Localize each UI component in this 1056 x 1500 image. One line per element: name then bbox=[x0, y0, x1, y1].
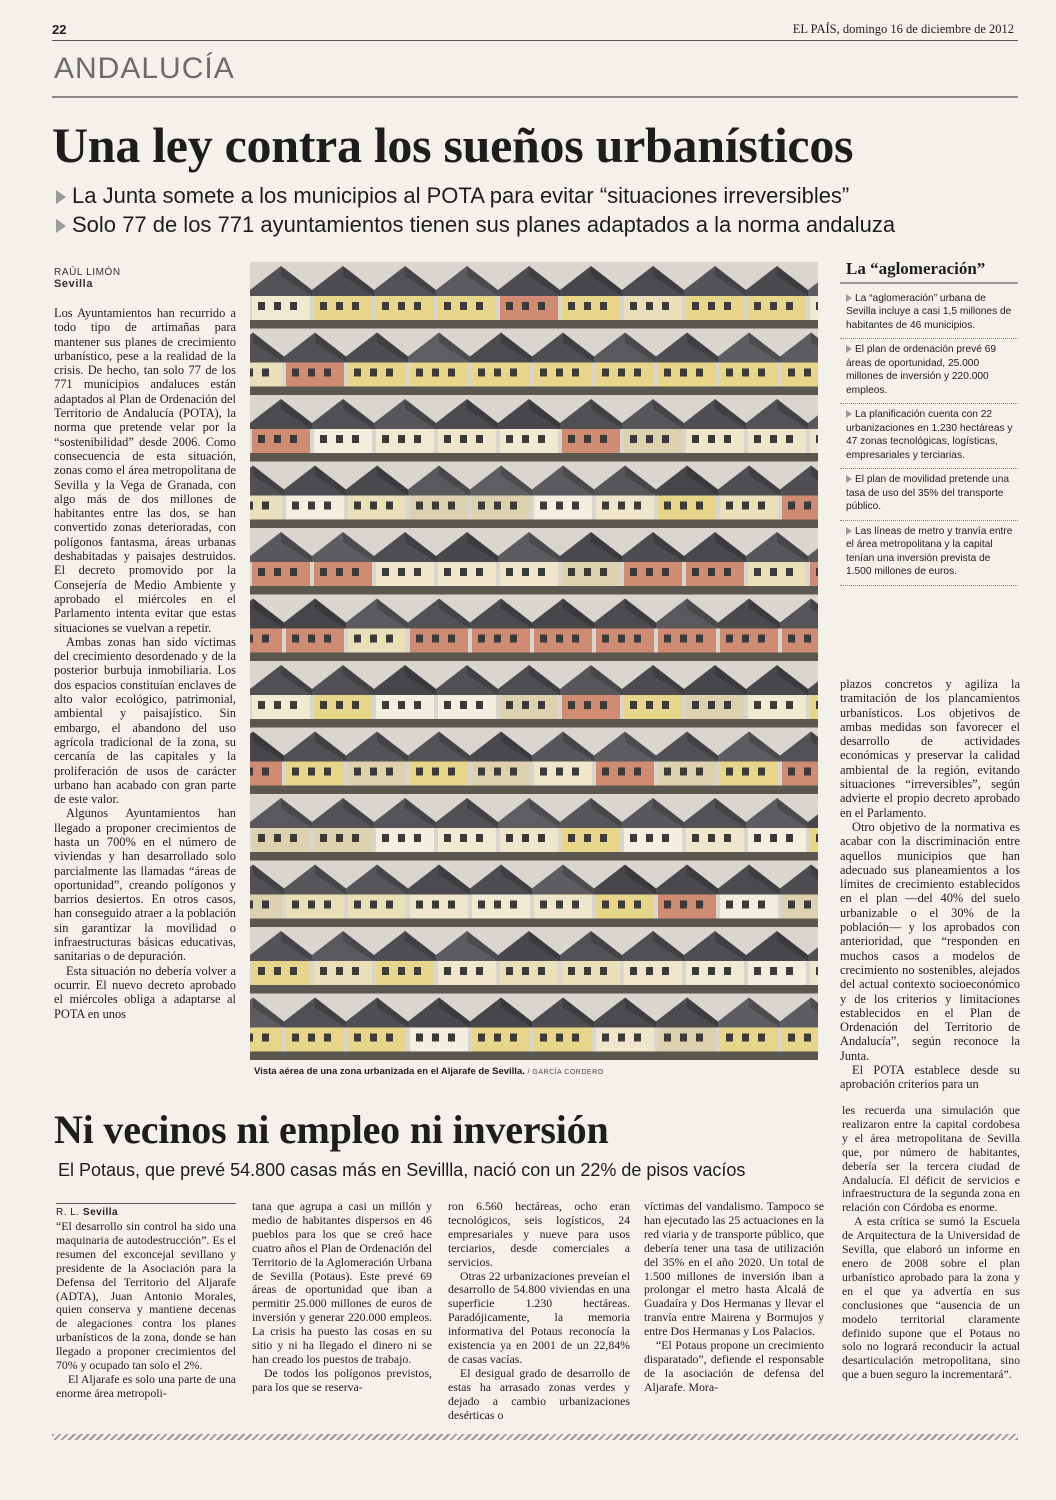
house bbox=[408, 732, 470, 795]
house bbox=[470, 732, 532, 795]
house bbox=[470, 599, 532, 662]
byline-location: Sevilla bbox=[54, 278, 94, 290]
house bbox=[560, 266, 622, 329]
second-deck: El Potaus, que prevé 54.800 casas más en Sevillla, nació con un 22% de pisos vacíos bbox=[58, 1160, 746, 1180]
house bbox=[560, 399, 622, 462]
house bbox=[408, 599, 470, 662]
house bbox=[656, 333, 718, 396]
house bbox=[656, 732, 718, 795]
paragraph: El desigual grado de desarrollo de estas ha arrasado zonas verdes y dejado a cambio urbanizaciones desérticas o bbox=[448, 1365, 630, 1422]
sidebar-item-text: Las líneas de metro y tranvía entre el área metropolitana y la capital tenían una inversión prevista de 1.500 millones de euros. bbox=[846, 525, 1013, 577]
article2-column-2 bbox=[252, 1200, 432, 1395]
house bbox=[622, 665, 684, 728]
house bbox=[498, 532, 560, 595]
paragraph: ron 6.560 hectáreas, ocho eran tecnológicos, seis logísticos, 24 empresariales y nueve para usos terciarios, desde comerciales a servicios. bbox=[448, 1199, 630, 1269]
house bbox=[436, 266, 498, 329]
main-headline: Una ley contra los sueños urbanísticos bbox=[52, 117, 854, 173]
house bbox=[718, 865, 780, 928]
house bbox=[718, 732, 780, 795]
house bbox=[808, 798, 818, 861]
house bbox=[250, 865, 284, 928]
sidebar-item-text: La planificación cuenta con 22 urbanizaciones en 1.230 hectáreas y 47 zonas tecnológicas, logísticas, empresariales y terciarias. bbox=[846, 409, 1013, 461]
house bbox=[684, 532, 746, 595]
house bbox=[374, 798, 436, 861]
house bbox=[436, 532, 498, 595]
house bbox=[250, 466, 284, 529]
sidebar-item-text: El plan de ordenación prevé 69 áreas de oportunidad, 25.000 millones de inversión y 220.000 empleos. bbox=[846, 344, 997, 396]
house bbox=[408, 865, 470, 928]
house bbox=[346, 865, 408, 928]
house bbox=[560, 931, 622, 994]
house bbox=[684, 931, 746, 994]
house bbox=[594, 732, 656, 795]
house bbox=[498, 266, 560, 329]
house bbox=[498, 798, 560, 861]
sidebar-item bbox=[840, 404, 1018, 469]
sidebar-item-text: La “aglomeración” urbana de Sevilla incluye a casi 1,5 millones de habitantes de 46 municipios. bbox=[846, 292, 1012, 331]
house bbox=[346, 599, 408, 662]
house bbox=[250, 998, 284, 1061]
masthead-date: EL PAÍS, domingo 16 de diciembre de 2012 bbox=[792, 22, 1014, 36]
house bbox=[470, 333, 532, 396]
house bbox=[594, 865, 656, 928]
second-byline bbox=[56, 1203, 236, 1218]
house bbox=[532, 599, 594, 662]
house bbox=[808, 532, 818, 595]
house bbox=[780, 466, 818, 529]
house bbox=[622, 931, 684, 994]
house bbox=[746, 798, 808, 861]
house bbox=[436, 399, 498, 462]
article2-column-1 bbox=[56, 1220, 236, 1401]
house bbox=[746, 532, 808, 595]
house bbox=[594, 466, 656, 529]
section-rule bbox=[52, 96, 1018, 98]
house bbox=[312, 266, 374, 329]
triangle-bullet-icon bbox=[846, 475, 852, 483]
sidebar-box bbox=[840, 259, 1018, 586]
house bbox=[374, 532, 436, 595]
photo-caption bbox=[254, 1066, 604, 1077]
paragraph: “El Potaus propone un crecimiento disparatado”, defiende el responsable de la asociación de defensa del Aljarafe. Mora- bbox=[644, 1338, 824, 1394]
house bbox=[284, 599, 346, 662]
house bbox=[780, 732, 818, 795]
house bbox=[780, 599, 818, 662]
author-name: R. L. bbox=[56, 1207, 80, 1218]
house bbox=[312, 532, 374, 595]
deck-line-2 bbox=[56, 212, 895, 238]
triangle-bullet-icon bbox=[846, 345, 852, 353]
house bbox=[622, 399, 684, 462]
house bbox=[312, 665, 374, 728]
paragraph: El POTA establece desde su aprobación criterios para un bbox=[840, 1063, 1020, 1092]
paragraph: Esta situación no debería volver a ocurrir. El nuevo decreto aprobado el miércoles obliga a adaptarse al POTA en unos bbox=[54, 963, 236, 1021]
house bbox=[284, 865, 346, 928]
house bbox=[532, 865, 594, 928]
house bbox=[684, 665, 746, 728]
house bbox=[684, 266, 746, 329]
house bbox=[470, 998, 532, 1061]
paragraph: El Aljarafe es solo una parte de una enorme área metropoli- bbox=[56, 1371, 236, 1400]
sidebar-title: La “aglomeración” bbox=[840, 262, 1018, 284]
paragraph: Otras 22 urbanizaciones preveían el desarrollo de 54.800 viviendas en una superficie 1.230 hectáreas. Paradójicamente, la memoria informativa del Potaus reconocía la existencia ya en 2001 de un 22,84% de casas vacías. bbox=[448, 1268, 630, 1366]
house bbox=[498, 665, 560, 728]
house bbox=[532, 333, 594, 396]
house bbox=[560, 665, 622, 728]
house bbox=[808, 931, 818, 994]
house bbox=[346, 466, 408, 529]
house bbox=[498, 931, 560, 994]
house bbox=[374, 266, 436, 329]
house bbox=[718, 466, 780, 529]
caption-text: Vista aérea de una zona urbanizada en el Aljarafe de Sevilla. bbox=[254, 1066, 525, 1077]
house bbox=[808, 399, 818, 462]
house bbox=[284, 333, 346, 396]
house bbox=[346, 333, 408, 396]
second-headline: Ni vecinos ni empleo ni inversión bbox=[54, 1107, 609, 1152]
house bbox=[656, 599, 718, 662]
house bbox=[312, 798, 374, 861]
house bbox=[560, 532, 622, 595]
house bbox=[250, 266, 312, 329]
sidebar-item bbox=[840, 521, 1018, 586]
header-rule bbox=[52, 40, 1018, 41]
paragraph: víctimas del vandalismo. Tampoco se han ejecutado las 25 actuaciones en la red viaria y de transporte público, que debería tener una tasa de utilización del 35% en el año 2020. Un total de 1.500 millones de inversión iban a prolongar el metro hasta Alcalá de Guadaíra y Dos Hermanas y llevar el tranvía entre Mairena y Bormujos y entre Dos Hermanas y Los Palacios. bbox=[644, 1199, 824, 1339]
house bbox=[532, 998, 594, 1061]
article1-column-3 bbox=[840, 677, 1020, 1092]
house bbox=[780, 998, 818, 1061]
house bbox=[656, 998, 718, 1061]
article2-column-4 bbox=[644, 1200, 824, 1395]
triangle-bullet-icon bbox=[56, 219, 66, 233]
sidebar-item bbox=[840, 288, 1018, 340]
article2-column-5 bbox=[842, 1104, 1020, 1382]
paragraph: Ambas zonas han sido víctimas del crecimiento desordenado y de la posterior burbuja inmobiliaria. Los dos espacios constituían enclaves de alto valor ecológico, patrimonial, ambiental y paisajístico. Sin embargo, el abandono del uso agrícola tradicional de la zona, su cercanía de las capitales y la proliferación de usos de carácter urbano han acabado con gran parte de este valor. bbox=[54, 634, 236, 807]
article1-column-1 bbox=[54, 306, 236, 1021]
house bbox=[250, 665, 312, 728]
house bbox=[594, 998, 656, 1061]
deck-line-1 bbox=[56, 183, 849, 209]
house bbox=[374, 931, 436, 994]
paragraph: plazos concretos y agiliza la tramitación de los plancamientos urbanísticos. Los objetivos de ambas medidas son favorecer el desarrollo de actividades económicas y preservar la calidad ambiental de la región, evitando situaciones “irreversibles”, según advierte el propio decreto aprobado en el Parlamento. bbox=[840, 677, 1020, 820]
house bbox=[622, 798, 684, 861]
house bbox=[780, 333, 818, 396]
author-name: RAÚL LIMÓN bbox=[54, 267, 121, 278]
house bbox=[470, 865, 532, 928]
house bbox=[718, 599, 780, 662]
triangle-bullet-icon bbox=[56, 190, 66, 204]
house bbox=[532, 466, 594, 529]
aerial-photo bbox=[250, 262, 818, 1060]
house bbox=[594, 333, 656, 396]
byline-location: Sevilla bbox=[82, 1207, 119, 1218]
house bbox=[346, 732, 408, 795]
deck-text-1: La Junta somete a los municipios al POTA para evitar “situaciones irreversibles” bbox=[72, 183, 850, 208]
house bbox=[284, 466, 346, 529]
house bbox=[746, 399, 808, 462]
house bbox=[250, 798, 312, 861]
house bbox=[718, 998, 780, 1061]
house bbox=[250, 732, 284, 795]
sidebar-item bbox=[840, 469, 1018, 521]
house bbox=[312, 931, 374, 994]
house bbox=[312, 399, 374, 462]
house bbox=[498, 399, 560, 462]
house bbox=[808, 665, 818, 728]
house bbox=[656, 466, 718, 529]
house bbox=[284, 732, 346, 795]
house bbox=[622, 532, 684, 595]
triangle-bullet-icon bbox=[846, 410, 852, 418]
house bbox=[408, 466, 470, 529]
house bbox=[250, 599, 284, 662]
house bbox=[346, 998, 408, 1061]
house bbox=[470, 466, 532, 529]
house bbox=[408, 998, 470, 1061]
house bbox=[746, 266, 808, 329]
house bbox=[718, 333, 780, 396]
house bbox=[374, 399, 436, 462]
byline bbox=[54, 267, 121, 290]
house bbox=[250, 931, 312, 994]
triangle-bullet-icon bbox=[846, 294, 852, 302]
photo-credit: / GARCÍA CORDERO bbox=[527, 1069, 604, 1076]
house bbox=[436, 798, 498, 861]
deck-text-2: Solo 77 de los 771 ayuntamientos tienen sus planes adaptados a la norma andaluza bbox=[72, 212, 896, 237]
house bbox=[746, 931, 808, 994]
paragraph: les recuerda una simulación que realizaron entre la capital cordobesa y el área metropolitana de Sevilla que, por número de habitantes, debería ser la tercera ciudad de Andalucía. El déficit de servicios e infraestructura de la segunda zona en relación con Córdoba es enorme. bbox=[842, 1103, 1020, 1215]
house bbox=[436, 931, 498, 994]
paragraph: Algunos Ayuntamientos han llegado a proponer crecimientos de hasta un 700% en el número de viviendas y han desarrollado solo parcialmente las llamadas “áreas de oportunidad”, creando polígonos y barrios desiertos. En otros casos, han conseguido atraer a la población sin garantizar la movilidad o infraestructuras básicas educativas, sanitarias o de depuración. bbox=[54, 806, 236, 964]
house bbox=[656, 865, 718, 928]
triangle-bullet-icon bbox=[846, 527, 852, 535]
house bbox=[436, 665, 498, 728]
house bbox=[560, 798, 622, 861]
paragraph: Otro objetivo de la normativa es acabar con la discriminación entre aquellos municipios que han adecuado sus planeamientos a los límites de crecimiento establecidos en el plan —del 40% del suelo urbanizable o el 30% de la población— y los aprobados con anterioridad, que “responden en muchos casos a modelos de crecimiento no sostenibles, alejados del actual contexto socioeconómico y de los criterios y limitaciones establecidos en el Plan de Ordenación del Territorio de Andalucía”, según reconoce la Junta. bbox=[840, 819, 1020, 1063]
paragraph: Los Ayuntamientos han recurrido a todo tipo de artimañas para mantener sus planes de crecimiento urbanístico, pese a la realidad de la crisis. De hecho, tan solo 77 de los 771 municipios andaluces están adaptados al Plan de Ordenación del Territorio de Andalucía (POTA), la norma que pretende velar por la “sostenibilidad” desde 2006. Como consecuencia de esta situación, zonas como el área metropolitana de Sevilla y la Vega de Granada, con algo más de dos millones de habitantes entre las dos, se han convertido zonas deterioradas, con polígonos fantasma, áreas urbanas deshabitadas y paisajes destruidos. El decreto promovido por la Consejería de Medio Ambiente y aprobado el miércoles en el Parlamento intenta evitar que estas situaciones se vuelvan a repetir. bbox=[54, 306, 236, 635]
house bbox=[250, 399, 312, 462]
house bbox=[250, 532, 312, 595]
footer-decoration bbox=[52, 1434, 1018, 1440]
house bbox=[684, 399, 746, 462]
sidebar-item-text: El plan de movilidad pretende una tasa de uso del 35% del transporte público. bbox=[846, 474, 1010, 512]
house bbox=[532, 732, 594, 795]
house bbox=[594, 599, 656, 662]
paragraph: De todos los polígonos previstos, para los que se reserva- bbox=[252, 1365, 432, 1394]
paragraph: “El desarrollo sin control ha sido una maquinaria de autodestrucción”. Es el resumen del exconcejal sevillano y presidente de la Asociación para la Defensa del Territorio del Aljarafe (ADTA), Juan Antonio Morales, quien conserva y mantiene decenas de alegaciones contra los planes urbanísticos de la zona, donde se han llegado a proponer crecimientos del 70% y ocupado tan solo el 2%. bbox=[56, 1219, 236, 1373]
section-title: ANDALUCÍA bbox=[54, 52, 235, 85]
house bbox=[250, 333, 284, 396]
paragraph: tana que agrupa a casi un millón y medio de habitantes dispersos en 46 pueblos para los que se creó hace cuatro años el Plan de Ordenación del Territorio de la Aglomeración Urbana de Sevilla (Potaus). Este prevé 69 áreas de oportunidad que iban a permitir 25.000 millones de euros de inversión y generar 220.000 empleos. La crisis ha puesto las cosas en su sitio y ni ha llegado el dinero ni se han creado los puestos de trabajo. bbox=[252, 1199, 432, 1366]
house bbox=[284, 998, 346, 1061]
house bbox=[746, 665, 808, 728]
house bbox=[780, 865, 818, 928]
article2-column-3 bbox=[448, 1200, 630, 1423]
house bbox=[622, 266, 684, 329]
paragraph: A esta crítica se sumó la Escuela de Arquitectura de la Universidad de Sevilla, que elaboró un informe en enero de 2008 sobre el plan urbanístico aprobado para la zona y en el que ya advertía en sus conclusiones que “ausencia de un modelo territorial claramente definido supone que el Potaus no solo no logrará reconducir la actual desarticulación metropolitana, sino que a buen seguro la incrementará”. bbox=[842, 1214, 1020, 1382]
house bbox=[684, 798, 746, 861]
house bbox=[408, 333, 470, 396]
rooftops-illustration bbox=[250, 262, 818, 1060]
page-number: 22 bbox=[52, 22, 67, 37]
house bbox=[374, 665, 436, 728]
sidebar-item bbox=[840, 339, 1018, 404]
house bbox=[808, 266, 818, 329]
